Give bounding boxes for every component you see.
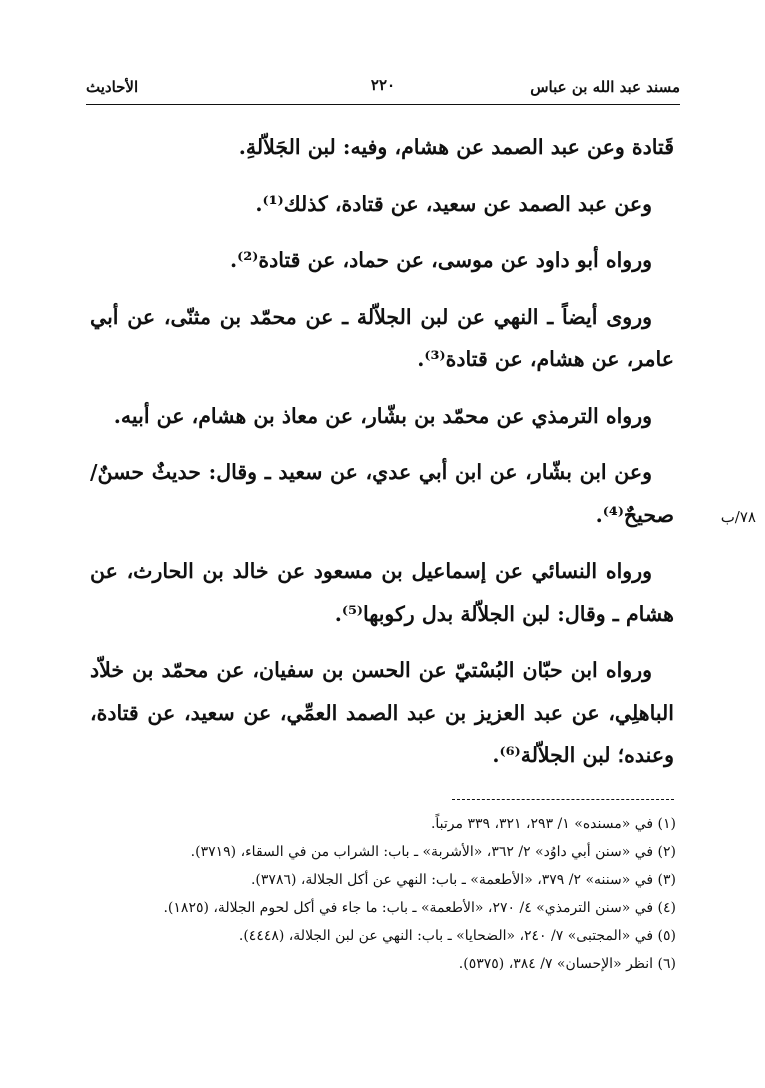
footnote: (٣) في «سننه» ٢/ ٣٧٩، «الأطعمة» ـ باب: النهي عن أكل الجلالة، (٣٧٨٦). — [250, 872, 676, 888]
main-text — [90, 126, 674, 791]
footnote: (٦) انظر «الإحسان» ٧/ ٣٨٤، (٥٣٧٥). — [458, 956, 676, 972]
footnote-divider — [452, 799, 674, 800]
footnote: (٢) في «سنن أبي داوُد» ٢/ ٣٦٢، «الأشربة» ـ باب: الشراب من في السقاء، (٣٧١٩). — [190, 844, 676, 860]
section-title: الأحاديث — [86, 78, 139, 96]
running-header — [86, 76, 680, 102]
paragraph: ورواه الترمذي عن محمّد بن بشّار، عن معاذ بن هشام، عن أبيه. — [113, 403, 652, 428]
footnote: (٥) في «المجتبى» ٧/ ٢٤٠، «الضحايا» ـ باب: النهي عن لبن الجلالة، (٤٤٤٨). — [238, 928, 676, 944]
footnotes — [88, 810, 676, 978]
book-title: مسند عبد الله بن عباس — [530, 78, 680, 96]
paragraph: وعن عبد الصمد عن سعيد، عن قتادة، كذلك⁽¹⁾. — [255, 191, 652, 216]
paragraph: وروى أيضاً ـ النهي عن لبن الجلاّلة ـ عن محمّد بن مثنّى، عن أبي عامر، عن هشام، عن قتادة⁽³⁾. — [90, 304, 674, 371]
paragraph: قَتادة وعن عبد الصمد عن هشام، وفيه: لبن الجَلاّلةِ. — [238, 135, 674, 159]
paragraph: ورواه النسائي عن إسماعيل بن مسعود عن خالد بن الحارث، عن هشام ـ وقال: لبن الجلاّلة بدل ركوبها⁽⁵⁾. — [90, 559, 674, 626]
header-divider — [86, 104, 680, 105]
footnote: (٤) في «سنن الترمذي» ٤/ ٢٧٠، «الأطعمة» ـ باب: ما جاء في أكل لحوم الجلالة، (١٨٢٥). — [163, 900, 676, 916]
page-number: ٢٢٠ — [370, 76, 396, 94]
paragraph: وعن ابن بشّار، عن ابن أبي عدي، عن سعيد ـ وقال: حديثٌ حسنٌ/ صحيحٌ⁽⁴⁾. — [90, 460, 674, 527]
paragraph: ورواه أبو داود عن موسى، عن حماد، عن قتادة⁽²⁾. — [230, 248, 652, 272]
footnote: (١) في «مسنده» ١/ ٢٩٣، ٣٢١، ٣٣٩ مرتباً. — [430, 816, 676, 832]
paragraph: ورواه ابن حبّان البُسْتيّ عن الحسن بن سفيان، عن محمّد بن خلاّد الباهلِي، عن عبد العزيز بن عبد الصمد العمِّي، عن سعيد، عن قتادة، وعنده؛ لبن الجلاّلة⁽⁶⁾. — [90, 658, 674, 767]
folio-margin-note: ٧٨/ب — [720, 508, 756, 526]
